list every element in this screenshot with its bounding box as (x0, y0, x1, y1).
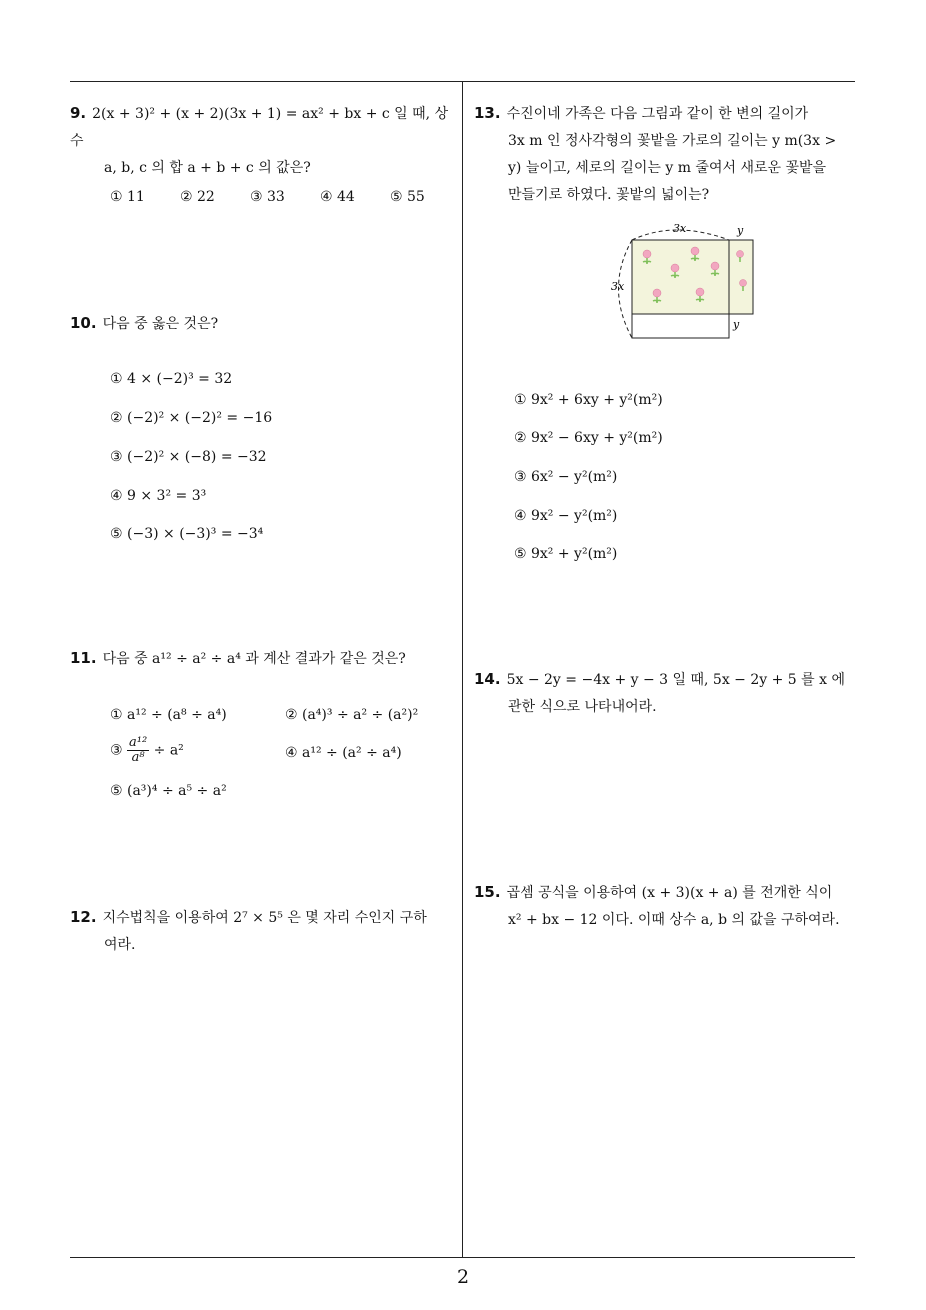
choice-5[interactable]: ⑤ 9x² + y²(m²) (514, 546, 618, 562)
column-divider (462, 82, 463, 1258)
question-number: 10. (70, 314, 97, 332)
choice-3[interactable] (110, 736, 184, 765)
question-stem: 다음 중 옳은 것은? (102, 316, 219, 332)
question-stem-line: 지수법칙을 이용하여 2⁷ × 5⁵ 은 몇 자리 수인지 구하 (102, 910, 427, 926)
choice-5[interactable]: ⑤ (−3) × (−3)³ = −3⁴ (110, 526, 264, 542)
question-number: 15. (474, 883, 501, 901)
label-y-bottom: y (733, 318, 740, 331)
question-stem-line: 5x − 2y = −4x + y − 3 일 때, 5x − 2y + 5 를 x 에 (506, 672, 846, 688)
choice-suffix: ÷ a² (153, 742, 184, 759)
question-stem-line: x² + bx − 12 이다. 이때 상수 a, b 의 값을 구하여라. (508, 912, 840, 928)
question-10 (70, 310, 456, 338)
choice-2[interactable]: ② (−2)² × (−2)² = −16 (110, 410, 273, 426)
question-stem-line: 수진이네 가족은 다음 그림과 같이 한 변의 길이가 (506, 106, 809, 122)
choice-3[interactable]: ③ 6x² − y²(m²) (514, 469, 618, 485)
choice-4[interactable]: ④ 9x² − y²(m²) (514, 508, 618, 524)
question-stem: 다음 중 a¹² ÷ a² ÷ a⁴ 과 계산 결과가 같은 것은? (102, 651, 406, 667)
label-top-3x: 3x (673, 222, 687, 235)
question-number: 11. (70, 649, 97, 667)
question-stem-line: y) 늘이고, 세로의 길이는 y m 줄여서 새로운 꽃밭을 (508, 160, 827, 176)
fraction (127, 736, 149, 765)
choice-5[interactable]: ⑤ (a³)⁴ ÷ a⁵ ÷ a² (110, 783, 227, 799)
question-number: 14. (474, 670, 501, 688)
choice-4[interactable]: ④ 44 (320, 189, 355, 205)
question-12 (70, 904, 456, 959)
bottom-rule (70, 1257, 855, 1258)
question-11 (70, 645, 456, 673)
question-number: 12. (70, 908, 97, 926)
choice-1[interactable]: ① a¹² ÷ (a⁸ ÷ a⁴) (110, 707, 227, 723)
question-stem-line: 여라. (104, 937, 136, 953)
label-y-top: y (737, 224, 744, 237)
question-stem-line: 관한 식으로 나타내어라. (508, 699, 657, 715)
fraction-denominator: a⁸ (131, 750, 145, 765)
label-side-3x: 3x (611, 280, 625, 293)
question-stem-line: 곱셈 공식을 이용하여 (x + 3)(x + a) 를 전개한 식이 (506, 885, 833, 901)
question-stem-line: 만들기로 하였다. 꽃밭의 넓이는? (508, 187, 710, 203)
flower-bed-figure (605, 218, 765, 346)
choice-4[interactable]: ④ a¹² ÷ (a² ÷ a⁴) (285, 745, 402, 761)
choice-1[interactable]: ① 4 × (−2)³ = 32 (110, 371, 233, 387)
choice-1[interactable]: ① 11 (110, 189, 145, 205)
choice-2[interactable]: ② (a⁴)³ ÷ a² ÷ (a²)² (285, 707, 419, 723)
question-13 (474, 100, 864, 209)
question-stem-line: a, b, c 의 합 a + b + c 의 값은? (104, 160, 311, 176)
q9-choices (110, 189, 460, 205)
page-number: 2 (456, 1266, 470, 1288)
question-15 (474, 879, 864, 934)
choice-3[interactable]: ③ 33 (250, 189, 285, 205)
question-number: 9. (70, 104, 87, 122)
choice-5[interactable]: ⑤ 55 (390, 189, 425, 205)
question-stem-line: 2(x + 3)² + (x + 2)(3x + 1) = ax² + bx + c 일 때, 상수 (70, 106, 449, 149)
choice-2[interactable]: ② 22 (180, 189, 215, 205)
choice-3[interactable]: ③ (−2)² × (−8) = −32 (110, 449, 267, 465)
choice-2[interactable]: ② 9x² − 6xy + y²(m²) (514, 430, 663, 446)
choice-marker: ③ (110, 742, 123, 759)
choice-4[interactable]: ④ 9 × 3² = 3³ (110, 488, 207, 504)
choice-1[interactable]: ① 9x² + 6xy + y²(m²) (514, 392, 663, 408)
question-14 (474, 666, 864, 721)
fraction-numerator: a¹² (129, 735, 148, 750)
question-9 (70, 100, 456, 182)
question-number: 13. (474, 104, 501, 122)
question-stem-line: 3x m 인 정사각형의 꽃밭을 가로의 길이는 y m(3x > (508, 133, 837, 149)
